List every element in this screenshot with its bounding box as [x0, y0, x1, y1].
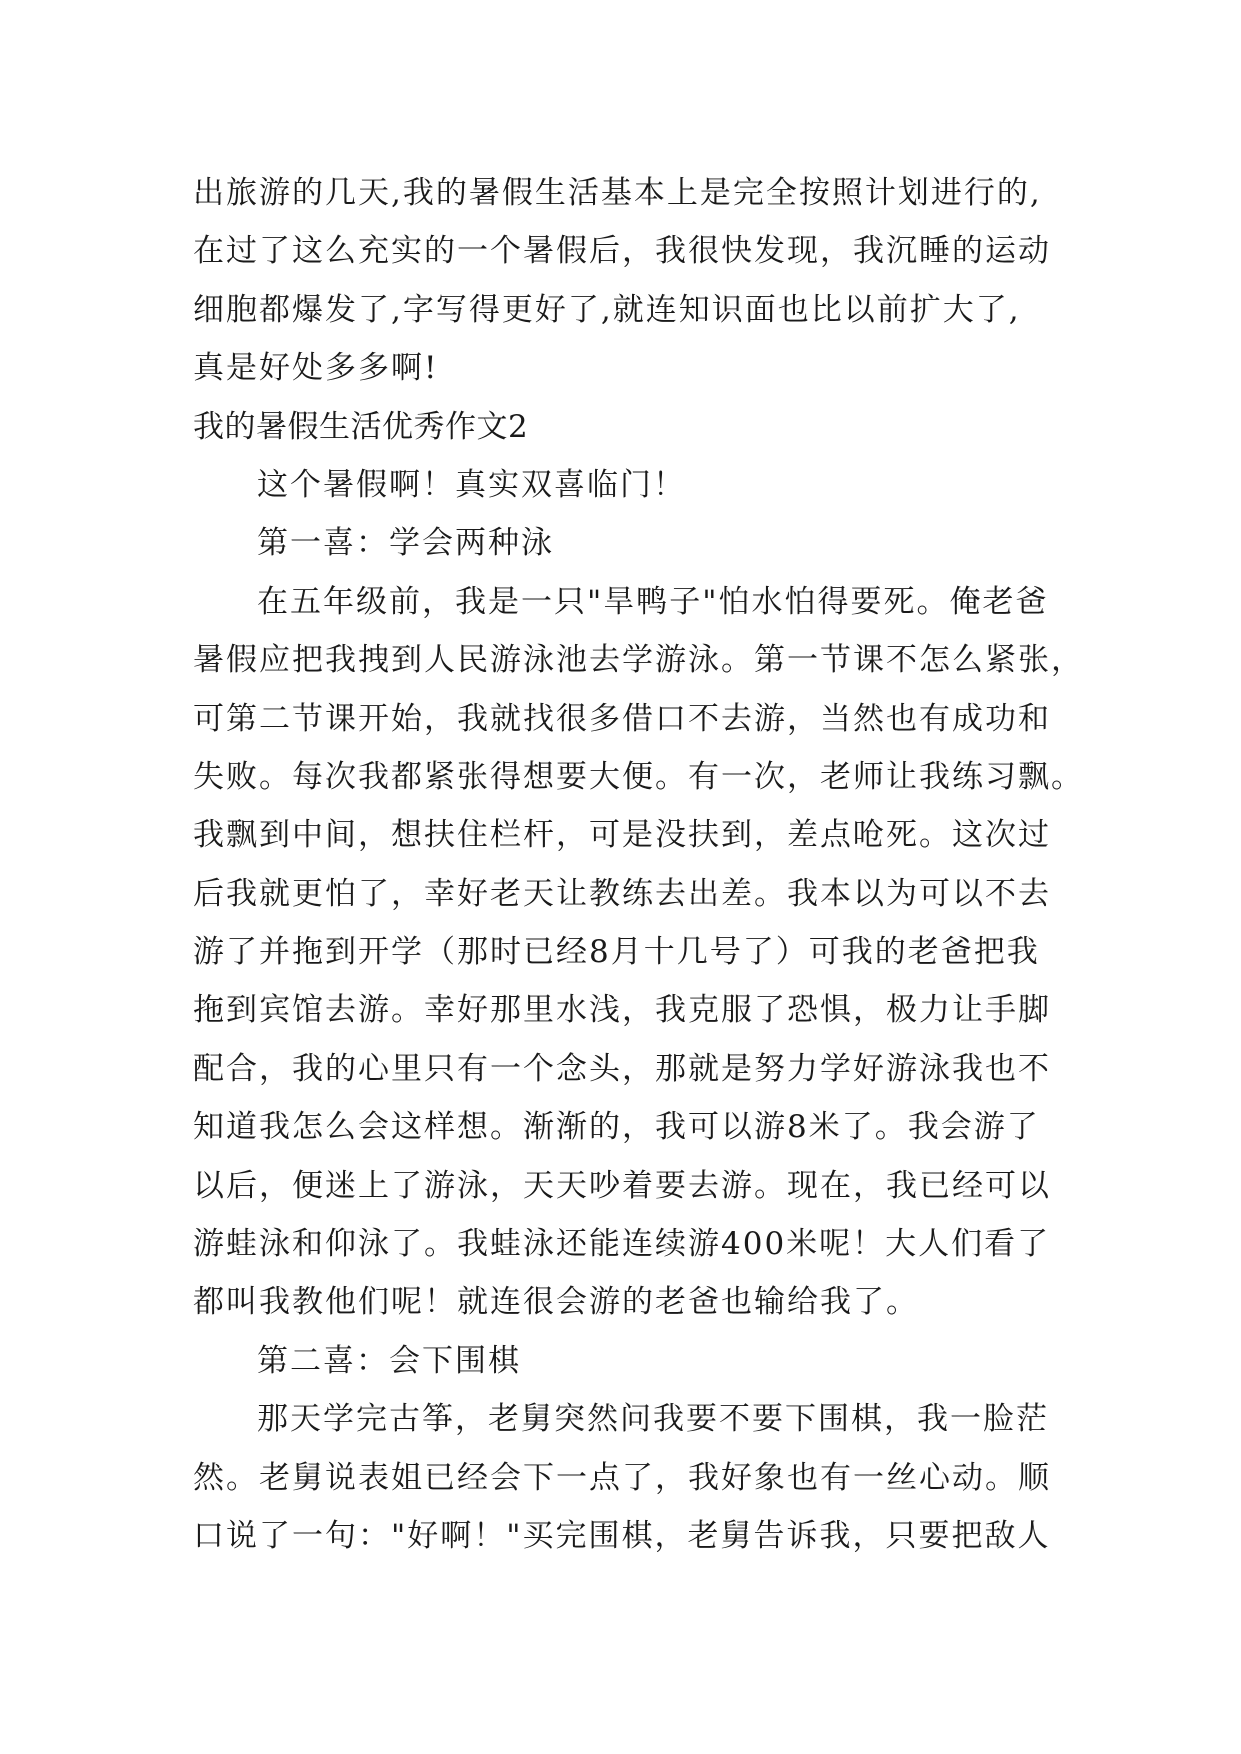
text-line: 真是好处多多啊! [193, 350, 439, 387]
text-line: 在过了这么充实的一个暑假后，我很快发现，我沉睡的运动 [193, 233, 1051, 270]
text-line: 配合，我的心里只有一个念头，那就是努力学好游泳我也不 [193, 1050, 1051, 1087]
text-line: 我飘到中间，想扶住栏杆，可是没扶到，差点呛死。这次过 [193, 817, 1051, 854]
text-line: 都叫我教他们呢！就连很会游的老爸也输给我了。 [193, 1284, 919, 1321]
text-line: 可第二节课开始，我就找很多借口不去游，当然也有成功和 [193, 700, 1051, 737]
text-line: 失败。每次我都紧张得想要大便。有一次，老师让我练习飘。 [193, 758, 1084, 795]
subheading: 第一喜：学会两种泳 [257, 525, 554, 562]
section-title: 我的暑假生活优秀作文2 [193, 408, 529, 445]
text-line: 那天学完古筝，老舅突然问我要不要下围棋，我一脸茫 [257, 1401, 1049, 1438]
text-line: 口说了一句："好啊！"买完围棋，老舅告诉我，只要把敌人 [193, 1517, 1051, 1554]
document-page [193, 164, 1084, 1565]
text-line: 游蛙泳和仰泳了。我蛙泳还能连续游400米呢！大人们看了 [193, 1226, 1051, 1263]
text-line: 这个暑假啊！真实双喜临门！ [257, 466, 686, 503]
text-line: 出旅游的几天,我的暑假生活基本上是完全按照计划进行的, [193, 175, 1042, 211]
text-line: 游了并拖到开学（那时已经8月十几号了）可我的老爸把我 [193, 934, 1040, 971]
text-line: 拖到宾馆去游。幸好那里水浅，我克服了恐惧，极力让手脚 [193, 992, 1051, 1029]
text-line: 后我就更怕了，幸好老天让教练去出差。我本以为可以不去 [193, 875, 1051, 912]
text-line: 细胞都爆发了,字写得更好了,就连知识面也比以前扩大了, [193, 291, 1021, 328]
text-line: 暑假应把我拽到人民游泳池去学游泳。第一节课不怎么紧张， [193, 642, 1084, 679]
text-line: 知道我怎么会这样想。渐渐的，我可以游8米了。我会游了 [193, 1109, 1040, 1146]
text-line: 在五年级前，我是一只"旱鸭子"怕水怕得要死。俺老爸 [257, 583, 1049, 620]
subheading: 第二喜：会下围棋 [257, 1342, 521, 1379]
text-line: 然。老舅说表姐已经会下一点了，我好象也有一丝心动。顺 [193, 1459, 1051, 1496]
text-line: 以后，便迷上了游泳，天天吵着要去游。现在，我已经可以 [193, 1167, 1051, 1204]
